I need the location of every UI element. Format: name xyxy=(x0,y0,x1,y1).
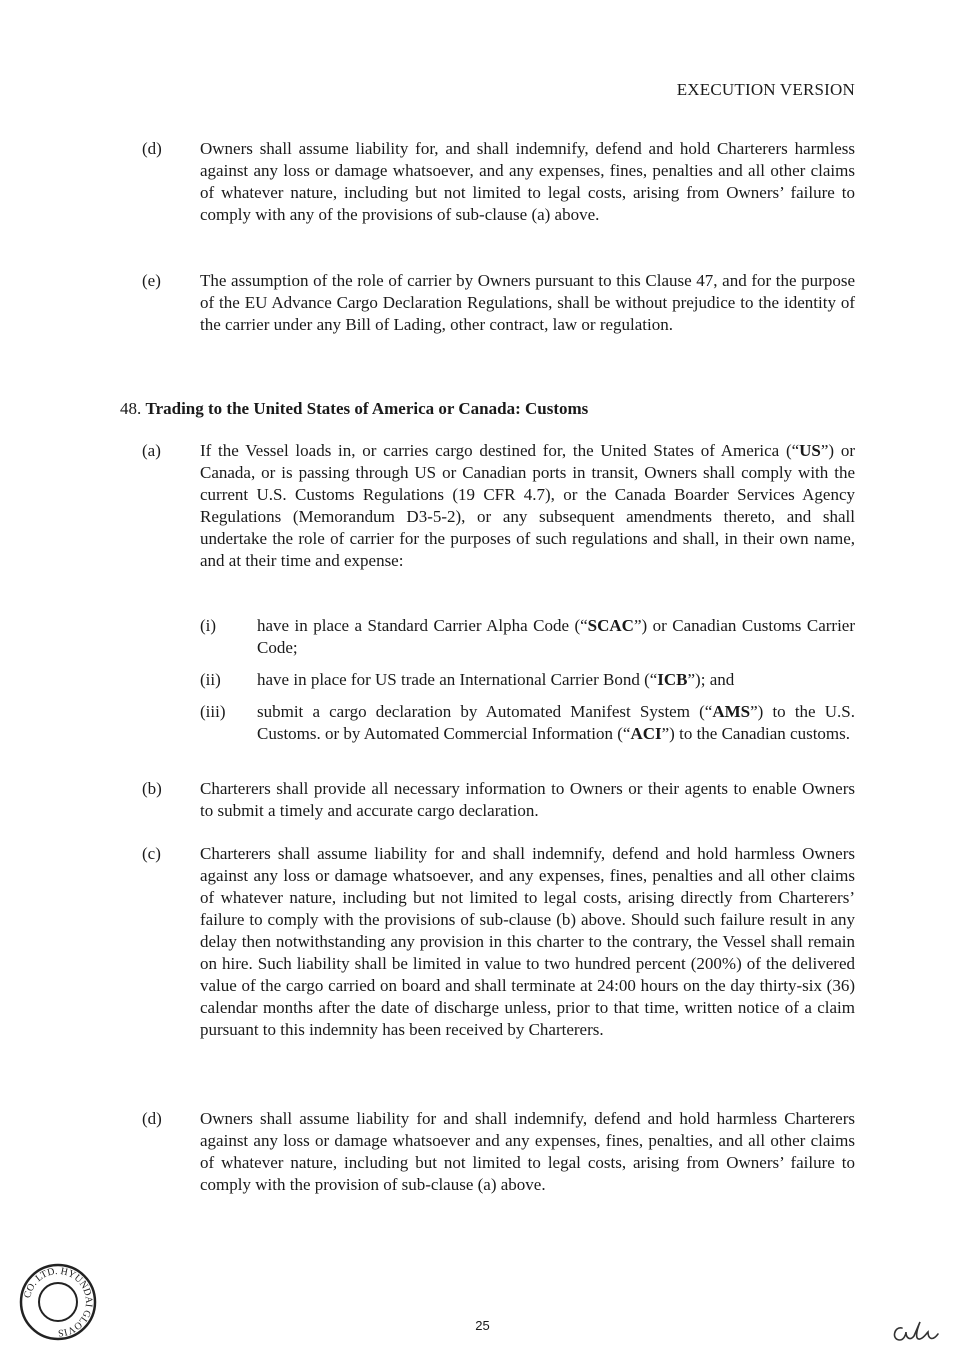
sub-text: submit a cargo declaration by Automated Manifest System (“AMS”) to the U.S. Customs. or by Automated Commercial Information (“ACI”) to the Canadian customs. xyxy=(257,702,855,743)
clause-text: Charterers shall assume liability for and shall indemnify, defend and hold harmless Owners against any loss or damage whatsoever, and any expenses, fines, penalties and all other claims of whatever nature, including but not limited to legal costs, arising directly from Charterers’ failure to comply with the provisions of sub-clause (b) above. Should such failure result in any delay then notwithstanding any provision in this charter to the contrary, the Vessel shall remain on hire. Such liability shall be limited in value to two hundred percent (200%) of the delivered value of the cargo carried on board and shall terminate at 24:00 hours on the day thirty-six (36) calendar months after the date of discharge unless, prior to that time, written notice of a claim pursuant to this indemnity has been received by Charterers. xyxy=(200,844,855,1039)
page-number: 25 xyxy=(475,1318,490,1333)
defined-term: ICB xyxy=(657,670,688,689)
clause-47-d xyxy=(120,138,855,226)
defined-term: ACI xyxy=(630,724,662,743)
svg-text:CO. LTD. HYUNDAI GLOVIS: CO. LTD. HYUNDAI GLOVIS xyxy=(22,1265,95,1339)
clause-label: (c) xyxy=(142,844,161,863)
clause-text: If the Vessel loads in, or carries cargo destined for, the United States of America (“US”) or Canada, or is passing through US or Canadian ports in transit, Owners shall comply with the current U.S. Customs Regulations (19 CFR 4.7), or the Canada Boarder Services Agency Regulations (Memorandum D3-5-2), or any subsequent amendments thereto, and shall undertake the role of carrier for the purposes of such regulations and shall, in their own name, and at their time and expense: xyxy=(200,441,855,570)
clause-48-heading xyxy=(120,398,588,420)
sub-text: have in place a Standard Carrier Alpha Code (“SCAC”) or Canadian Customs Carrier Code; xyxy=(257,616,856,657)
clause-label: (a) xyxy=(142,441,161,460)
clause-text: Charterers shall provide all necessary information to Owners or their agents to enable Owners to submit a timely and accurate cargo declaration. xyxy=(200,779,855,820)
clause-48-a-i xyxy=(200,615,855,659)
clause-48-a-iii xyxy=(200,701,855,745)
sub-label: (ii) xyxy=(200,670,221,689)
clause-48-a xyxy=(120,440,855,572)
signature-initials-icon xyxy=(888,1318,940,1348)
sub-label: (i) xyxy=(200,616,217,635)
clause-48-b xyxy=(120,778,855,822)
defined-term: US xyxy=(799,441,821,460)
clause-label: (d) xyxy=(142,139,162,158)
clause-48-d xyxy=(120,1108,855,1196)
sub-text: have in place for US trade an International Carrier Bond (“ICB”); and xyxy=(257,670,735,689)
clause-48-a-ii xyxy=(200,669,855,691)
clause-number: 48. xyxy=(120,399,142,418)
clause-text: Owners shall assume liability for and shall indemnify, defend and hold harmless Charterers against any loss or damage whatsoever and any expenses, fines, penalties, and all other claims of whatever nature, including but not limited to legal costs, arising from Owners’ failure to comply with the provision of sub-clause (a) above. xyxy=(200,1109,855,1194)
clause-label: (d) xyxy=(142,1109,162,1128)
execution-version-header: EXECUTION VERSION xyxy=(676,80,855,99)
sub-label: (iii) xyxy=(200,702,226,721)
clause-text: The assumption of the role of carrier by Owners pursuant to this Clause 47, and for the purpose of the EU Advance Cargo Declaration Regulations, shall be without prejudice to the identity of the carrier under any Bill of Lading, other contract, law or regulation. xyxy=(200,271,855,334)
clause-title: Trading to the United States of America or Canada: Customs xyxy=(145,399,589,418)
clause-label: (e) xyxy=(142,271,161,290)
clause-48-c xyxy=(120,843,855,1041)
clause-label: (b) xyxy=(142,779,162,798)
clause-47-e xyxy=(120,270,855,336)
defined-term: SCAC xyxy=(587,616,634,635)
defined-term: AMS xyxy=(712,702,751,721)
clause-text: Owners shall assume liability for, and shall indemnify, defend and hold Charterers harmless against any loss or damage whatsoever, and any expenses, fines, penalties and all other claims of whatever nature, including but not limited to legal costs, arising from Owners’ failure to comply with any of the provisions of sub-clause (a) above. xyxy=(200,139,855,224)
